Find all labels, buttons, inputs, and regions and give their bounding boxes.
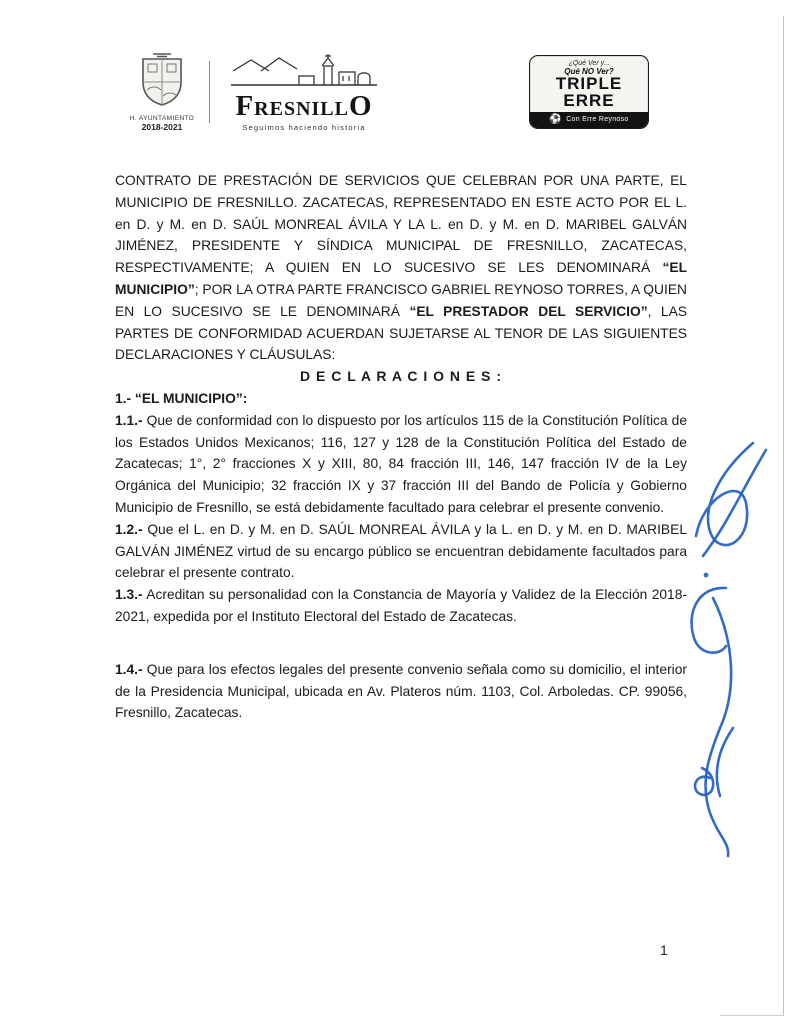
section-1-title: 1.- “EL MUNICIPIO”: (115, 390, 248, 406)
scan-edge-bottom (720, 1015, 784, 1016)
intro-bold-el-municipio: “EL MUNICIPIO” (115, 260, 687, 297)
fresnillo-logo (224, 53, 384, 132)
item-number: 1.4.- (115, 661, 143, 677)
declaration-item-1-1 (115, 410, 687, 519)
intro-text-2: ; POR LA OTRA PARTE FRANCISCO GABRIEL REYNOSO TORRES, A QUIEN EN LO SUCESIVO SE LE DENOMINARÁ (115, 281, 687, 319)
item-text: Acreditan su personalidad con la Constancia de Mayoría y Validez de la Elección 2018-2021, expedida por el Instituto Electoral del Estado de Zacatecas. (115, 587, 687, 624)
coat-of-arms-icon (139, 52, 185, 108)
triple-erre-title-line1: TRIPLE (555, 74, 623, 94)
page-number: 1 (660, 942, 668, 958)
item-number: 1.1.- (115, 412, 143, 428)
triple-erre-question-line1: ¿Qué Ver y... (568, 60, 610, 68)
triple-erre-footer-text: Con Erre Reynoso (566, 116, 629, 124)
crest-caption-line1: H. AYUNTAMIENTO (129, 115, 195, 122)
item-number: 1.3.- (115, 587, 143, 603)
item-number: 1.2.- (115, 521, 143, 537)
letterhead (125, 52, 673, 132)
triple-erre-badge (529, 55, 649, 128)
declaration-item-1-2 (115, 519, 687, 584)
item-text: Que para los efectos legales del presente convenio señala como su domicilio, el interior de la Presidencia Municipal, ubicada en Av. Plateros núm. 1103, Col. Arboledas. CP. 99056, Fresnillo, Zacatecas. (115, 661, 687, 721)
triple-erre-question-line2: Qué NO Ver? (564, 67, 614, 77)
intro-paragraph (115, 170, 687, 366)
declaration-item-1-4 (115, 659, 687, 724)
skyline-icon (229, 53, 379, 87)
contract-body (115, 170, 687, 724)
declaration-item-1-3 (115, 584, 687, 628)
triple-erre-title-line2: ERRE (563, 90, 615, 110)
municipal-crest (125, 52, 199, 132)
scan-edge-right (783, 16, 784, 1016)
crest-caption-line2: 2018-2021 (141, 122, 183, 132)
fresnillo-wordmark: FresnillO (235, 89, 373, 122)
intro-text-1: CONTRATO DE PRESTACIÓN DE SERVICIOS QUE CELEBRAN POR UNA PARTE, EL MUNICIPIO DE FRESNILLO. ZACATECAS, REPRESENTADO EN ESTE ACTO POR EL L. en D. y M. en D. SAÚL MONREAL ÁVILA Y LA L. en D. y M. en D. MARIBEL GALVÁN JIMÉNEZ, PRESIDENTE Y SÍNDICA MUNICIPAL DE FRESNILLO, ZACATECAS, RESPECTIVAMENTE; A QUIEN EN LO SUCESIVO SE LES DENOMINARÁ (115, 173, 687, 276)
fresnillo-tagline: Seguimos haciendo historia (242, 122, 366, 132)
logo-divider (209, 61, 210, 123)
triple-erre-footer (530, 112, 648, 128)
intro-bold-prestador: “EL PRESTADOR DEL SERVICIO” (409, 303, 648, 319)
item-text: Que de conformidad con lo dispuesto por los artículos 115 de la Constitución Política de los Estados Unidos Mexicanos; 116, 127 y 128 de la Constitución Política del Estado de Zacatecas; 1°, 2° fracciones X y XIII, 80, 84 fracción III, 146, 147 fracción IV de la Ley Orgánica del Municipio; 32 fracción IX y 37 fracción III del Bando de Policía y Gobierno Municipio de Fresnillo, se está debidamente facultado para celebrar el presente convenio. (115, 412, 687, 515)
intro-text-3: , LAS PARTES DE CONFORMIDAD ACUERDAN SUJETARSE AL TENOR DE LAS SIGUIENTES DECLARACIONES Y CLÁUSULAS: (115, 303, 687, 363)
item-text: Que el L. en D. y M. en D. SAÚL MONREAL ÁVILA y la L. en D. y M. en D. MARIBEL GALVÁN JIMÉNEZ virtud de su encargo público se encuentran debidamente facultados para celebrar el presente contrato. (115, 521, 687, 581)
soccer-ball-icon: ⚽ (549, 113, 563, 125)
declarations-heading: D E C L A R A C I O N E S : (299, 368, 502, 385)
